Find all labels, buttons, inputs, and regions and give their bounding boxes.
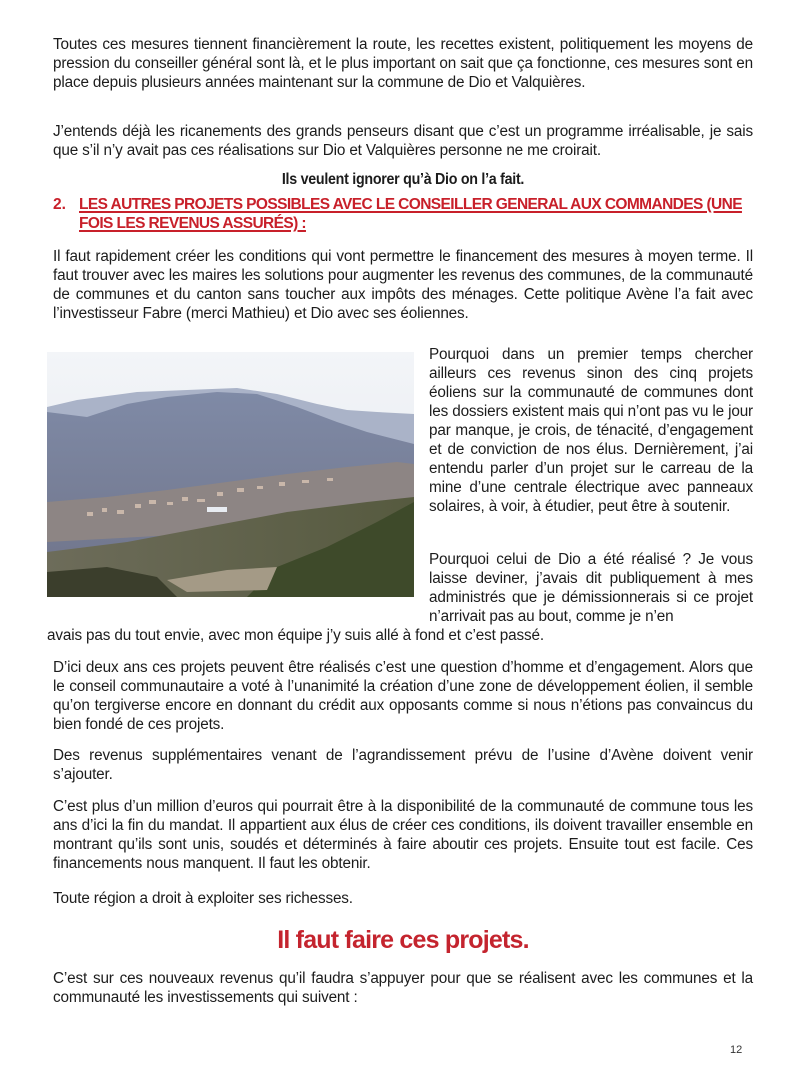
landscape-photo <box>47 352 414 597</box>
valley-village-image <box>47 352 414 597</box>
paragraph-region-rights: Toute région a droit à exploiter ses richesses. <box>53 890 353 907</box>
paragraph-dio-realized-end: avais pas du tout envie, avec mon équipe j’y suis allé à fond et c’est passé. <box>47 627 544 644</box>
paragraph-new-revenues: C’est sur ces nouveaux revenus qu’il faudra s’appuyer pour que se réalisent avec les communes et la communauté les investissements qui suivent : <box>53 970 753 1006</box>
paragraph-critics: J’entends déjà les ricanements des grands penseurs disant que c’est un programme irréalisable, je sais que s’il n’y avait pas ces réalisations sur Dio et Valquières personne ne me croirait. <box>53 123 753 159</box>
paragraph-dio-realized: Pourquoi celui de Dio a été réalisé ? Je vous laisse deviner, j’avais dit publiquement à mes administrés que je démissionnerais si ce projet n’arrivait pas au bout, comme je n’en <box>429 551 753 625</box>
paragraph-two-years: D’ici deux ans ces projets peuvent être réalisés c’est une question d’homme et d’engagement. Alors que le conseil communautaire a voté à l’unanimité la création d’une zone de développement éolien, il semble qu’on tergiverse encore en donnant du crédit aux opposants comme si nous n’étions pas convaincus du bien fondé de ces projets. <box>53 659 753 733</box>
section-number: 2. <box>53 196 66 213</box>
paragraph-wind-projects: Pourquoi dans un premier temps chercher ailleurs ces revenus sinon des cinq projets éoliens sur la communauté de communes dont les dossiers existent mais qui n’ont pas vu le jour par manque, je crois, de ténacité, d’engagement et de conviction de nos élus. Dernièrement, j’ai entendu parler d’un projet sur le carreau de la mine d’une centrale électrique avec panneaux solaires, à voir, à étudier, peut être à soutenir. <box>429 346 753 515</box>
slogan-make-projects: Il faut faire ces projets. <box>277 926 529 954</box>
slogan-dio-done: Ils veulent ignorer qu’à Dio on l’a fait. <box>281 171 525 188</box>
paragraph-avene-factory: Des revenus supplémentaires venant de l’agrandissement prévu de l’usine d’Avène doivent venir s’ajouter. <box>53 747 753 783</box>
page-number: 12 <box>730 1044 743 1056</box>
paragraph-measures-financing: Toutes ces mesures tiennent financièrement la route, les recettes existent, politiquement les moyens de pression du conseiller général sont là, et le plus important on sait que ça fonctionne, ces mesures sont en place depuis plusieurs années maintenant sur la commune de Dio et Valquières. <box>53 36 753 91</box>
section-heading-2 <box>53 195 753 233</box>
paragraph-funding-conditions: Il faut rapidement créer les conditions qui vont permettre le financement des mesures à moyen terme. Il faut trouver avec les maires les solutions pour augmenter les revenus des communes, de la communauté de communes et du canton sans toucher aux impôts des ménages. Cette politique Avène l’a fait avec l’investisseur Fabre (merci Mathieu) et Dio avec ses éoliennes. <box>53 248 753 322</box>
paragraph-million-euros: C’est plus d’un million d’euros qui pourrait être à la disponibilité de la communauté de commune tous les ans d’ici la fin du mandat. Il appartient aux élus de créer ces conditions, ils doivent travailler ensemble en montrant qu’ils sont unis, soudés et déterminés à faire aboutir ces projets. Ensuite tout est facile. Ces financements nous manquent. Il faut les obtenir. <box>53 798 753 872</box>
section-title: LES AUTRES PROJETS POSSIBLES AVEC LE CONSEILLER GENERAL AUX COMMANDES (UNE FOIS LES REVENUS ASSURÉS) : <box>79 196 742 232</box>
